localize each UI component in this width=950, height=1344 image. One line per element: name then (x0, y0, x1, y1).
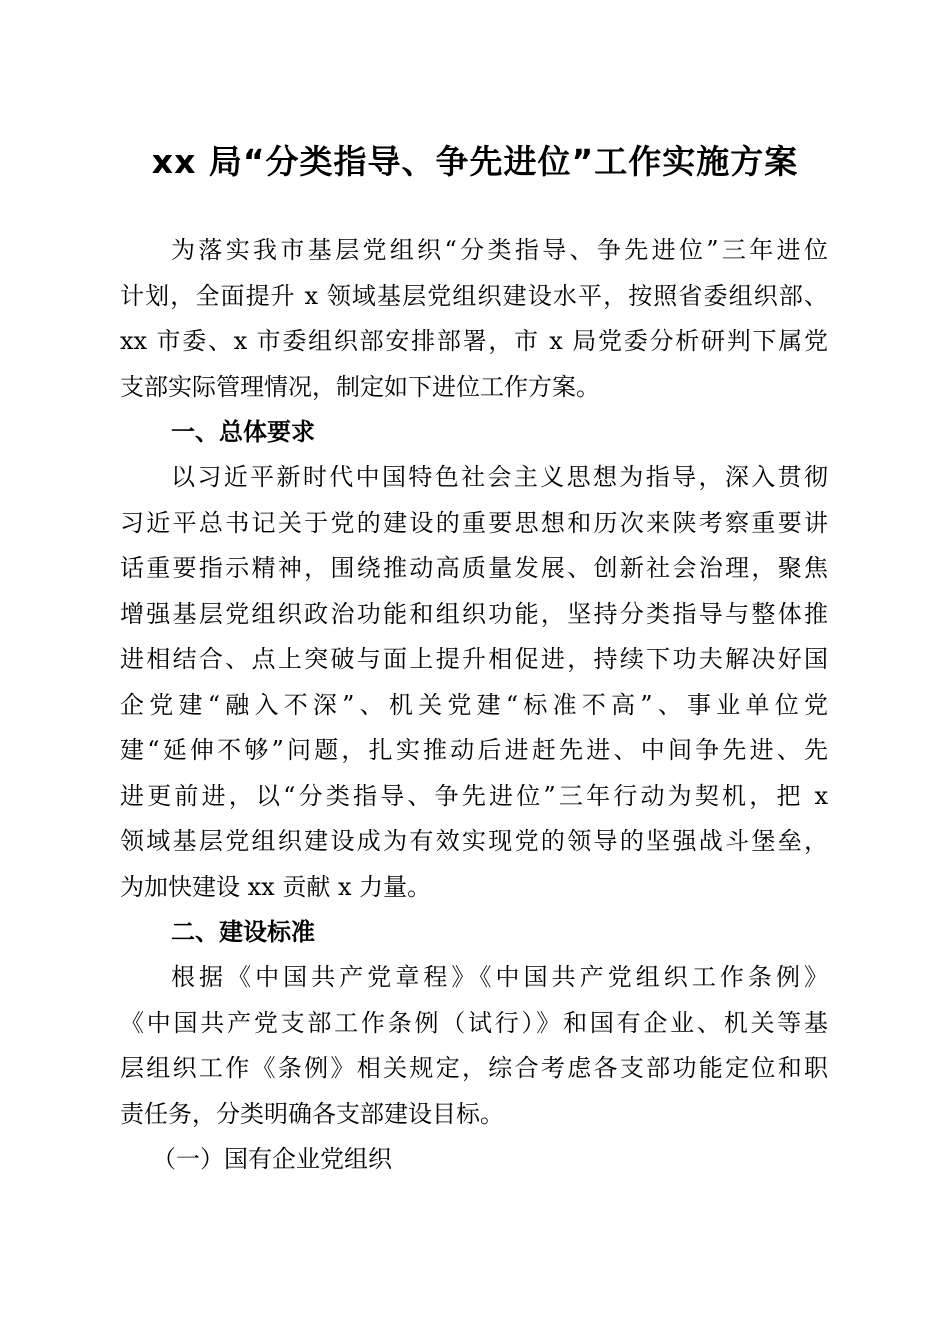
intro-line: 为落实我市基层党组织“分类指导、争先进位”三年进位 (171, 236, 828, 264)
intro-line: 支部实际管理情况，制定如下进位工作方案。 (120, 372, 600, 401)
section2-paragraph (120, 955, 828, 1137)
section-heading-2: 二、建设标准 (171, 918, 315, 946)
section-heading-1: 一、总体要求 (171, 418, 315, 446)
intro-line: 计划，全面提升 x 领域基层党组织建设水平，按照省委组织部、 (120, 281, 828, 310)
section2-line: 责任务，分类明确各支部建设目标。 (120, 1099, 504, 1128)
section2-line: 根据《中国共产党章程》《中国共产党组织工作条例》 (171, 963, 828, 991)
document-title: xx 局“分类指导、争先进位”工作实施方案 (151, 142, 799, 181)
intro-line: xx 市委、x 市委组织部安排部署，市 x 局党委分析研判下属党 (120, 327, 828, 355)
section1-line: 进相结合、点上突破与面上提升相促进，持续下功夫解决好国 (120, 645, 828, 673)
section1-line: 为加快建设 xx 贡献 x 力量。 (120, 872, 432, 901)
section1-line: 增强基层党组织政治功能和组织功能，坚持分类指导与整体推 (120, 599, 828, 628)
section1-line: 以习近平新时代中国特色社会主义思想为指导，深入贯彻 (171, 463, 828, 491)
section1-line: 习近平总书记关于党的建设的重要思想和历次来陕考察重要讲 (120, 508, 828, 537)
section1-line: 企党建“融入不深”、机关党建“标准不高”、事业单位党 (120, 690, 828, 719)
section1-line: 领域基层党组织建设成为有效实现党的领导的坚强战斗堡垒， (120, 827, 828, 855)
intro-paragraph (120, 228, 828, 410)
section2-line: 层组织工作《条例》相关规定，综合考虑各支部功能定位和职 (120, 1054, 828, 1082)
section1-line: 话重要指示精神，围绕推动高质量发展、创新社会治理，聚焦 (120, 554, 828, 582)
section1-line: 进更前进，以“分类指导、争先进位”三年行动为契机，把 x (120, 781, 828, 810)
section2-line: 《中国共产党支部工作条例（试行）》和国有企业、机关等基 (120, 1008, 828, 1037)
section1-line: 建“延伸不够”问题，扎实推动后进赶先进、中间争先进、先 (120, 736, 828, 764)
section1-paragraph (120, 455, 828, 910)
subsection-heading: （一）国有企业党组织 (152, 1145, 392, 1173)
